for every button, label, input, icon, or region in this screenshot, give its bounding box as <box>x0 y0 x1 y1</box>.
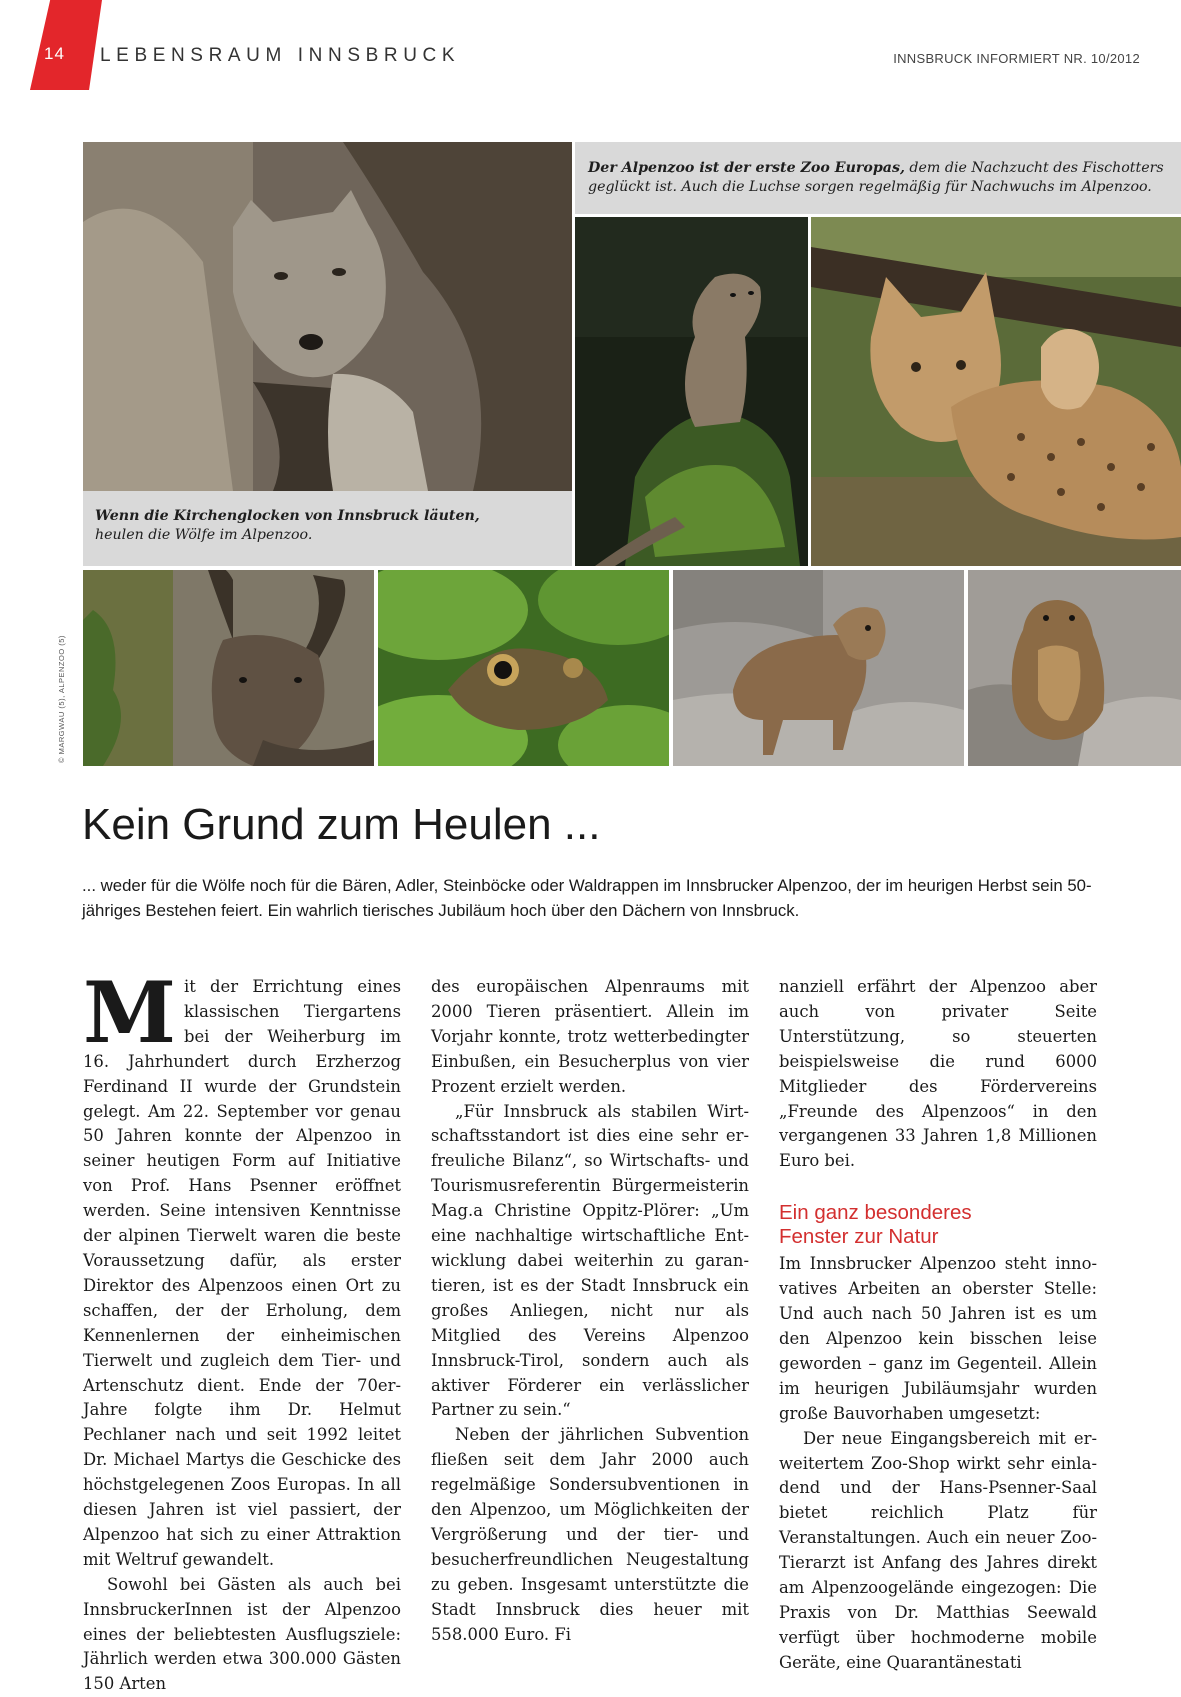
body-column-2 <box>431 975 749 1647</box>
subheading-line-2: Fenster zur Natur <box>779 1225 939 1249</box>
subheading <box>779 1201 1097 1249</box>
body-paragraph: Der neue Eingangsbereich mit erweitertem Zoo-Shop wirkt sehr einladend und der Hans-Psenner-Saal bietet reichlich Platz für Veranstaltungen. Auch ein neuer Zoo-Tierarzt ist Anfang des Jahres direkt am Alpenzoogelände eingezogen: Die Praxis von Dr. Matthias Seewald verfügt über hochmoderne mobile Geräte, eine Quarantänestati <box>779 1428 1097 1672</box>
lynx-photo <box>811 217 1181 566</box>
issue-label: INNSBRUCK INFORMIERT NR. 10/2012 <box>893 51 1140 66</box>
body-column-3 <box>779 975 1097 1676</box>
wolf-photo <box>83 142 572 491</box>
marmot-photo <box>968 570 1181 766</box>
kid-photo <box>673 570 964 766</box>
lead-paragraph: ... weder für die Wölfe noch für die Bären, Adler, Steinböcke oder Waldrappen im Innsbrucker Alpenzoo, der im heurigen Herbst sein 50-jähriges Bestehen feiert. Ein wahrlich tierisches Jubiläum hoch über den Dächern von Innsbruck. <box>82 876 1092 920</box>
body-paragraph: nanziell erfährt der Alpenzoo aber auch von privater Seite Unterstützung, so steuerten beispielsweise die rund 6000 Mitglieder des Fördervereins „Freunde des Alpenzoos“ in den vergangenen 33 Jahren 1,8 Millionen Euro bei. <box>779 977 1097 1171</box>
body-paragraph: Neben der jährlichen Subvention fließen seit dem Jahr 2000 auch regelmäßige Sondersubventionen in den Alpenzoo, um Möglichkeiten der Vergrößerung und der tier- und besucherfreundlichen Neugestaltung zu geben. Insgesamt unterstützte die Stadt Innsbruck dies heuer mit 558.000 Euro. Fi <box>431 1425 749 1644</box>
frog-photo <box>378 570 669 766</box>
zoo-caption-bold: Der Alpenzoo ist der erste Zoo Europas, <box>588 160 905 176</box>
subheading-line-1: Ein ganz besonderes <box>779 1201 972 1225</box>
body-column-1 <box>83 963 401 1697</box>
body-paragraph: Im Innsbrucker Alpenzoo steht innovatives Arbeiten an oberster Stelle: Und auch nach 50 Jahren ist es um den Alpenzoo kein bisschen leise geworden – ganz im Gegenteil. Allein im heurigen Jubiläumsjahr wurden große Bauvorhaben umgesetzt: <box>779 1254 1097 1423</box>
body-paragraph: Sowohl bei Gästen als auch bei InnsbruckerInnen ist der Alpenzoo eines der beliebtesten Ausflugsziele: Jährlich werden etwa 300.000 Gästen 150 Arten <box>83 1574 401 1694</box>
body-paragraph: it der Errichtung eines klassischen Tiergartens bei der Weiherburg im 16. Jahrhundert durch Erzherzog Ferdinand II wurde der Grundstein gelegt. Am 22. September vor genau 50 Jahren konnte der Alpenzoo in seiner heutigen Form auf Initiative von Prof. Hans Psenner eröffnet werden. Seine intensiven Kenntnisse der alpinen Tierwelt waren die beste Voraussetzung dafür, als erster Direktor des Alpenzoos einen Ort zu schaffen, der der Erholung, dem Kennenlernen der einheimischen Tierwelt und zugleich dem Tier- und Artenschutz dient. Ende der 70er-Jahre folgte ihm Dr. Helmut Pechlaner nach und seit 1992 leitet Dr. Michael Martys die Geschicke des höchstgelegenen Zoos Europas. In all diesen Jahren ist viel passiert, der Alpenzoo hat sich zu einer Attraktion mit Weltruf gewandelt. <box>83 977 401 1569</box>
page-number-tab <box>30 0 102 90</box>
otter-photo <box>575 217 808 566</box>
page-number: 14 <box>44 44 65 63</box>
dropcap: M <box>83 963 176 1062</box>
wolf-caption <box>83 491 572 566</box>
body-paragraph: „Für Innsbruck als stabilen Wirtschaftsstandort ist dies eine sehr erfreuliche Bilanz“, so Wirtschafts- und Tourismusreferentin Bürgermeisterin Mag.a Christine Oppitz-Plörer: „Um eine nachhaltige wirtschaftliche Entwicklung dabei weiterhin zu garantieren, ist es der Stadt Innsbruck ein großes Anliegen, nicht nur als Mitglied des Vereins Alpenzoo Innsbruck-Tirol, sondern auch als aktiver Förderer ein verlässlicher Partner zu sein.“ <box>431 1101 749 1420</box>
headline: Kein Grund zum Heulen ... <box>82 800 601 849</box>
wolf-caption-text: heulen die Wölfe im Alpenzoo. <box>95 527 313 543</box>
wolf-caption-bold: Wenn die Kirchenglocken von Innsbruck läuten, <box>95 508 480 524</box>
body-paragraph: des europäischen Alpenraums mit 2000 Tieren präsentiert. Allein im Vorjahr konnte, trotz wetterbedingter Einbußen, ein Besucherplus von vier Prozent erzielt werden. <box>431 977 749 1096</box>
section-title: LEBENSRAUM INNSBRUCK <box>100 45 461 66</box>
ibex-photo <box>83 570 374 766</box>
zoo-caption-text: dem die Nachzucht des Fischotters geglückt ist. Auch die Luchse sorgen regelmäßig für Nachwuchs im Alpenzoo. <box>588 160 1164 195</box>
photo-credit: © MARGWAU (5), ALPENZOO (5) <box>57 635 66 763</box>
zoo-caption <box>575 142 1181 214</box>
